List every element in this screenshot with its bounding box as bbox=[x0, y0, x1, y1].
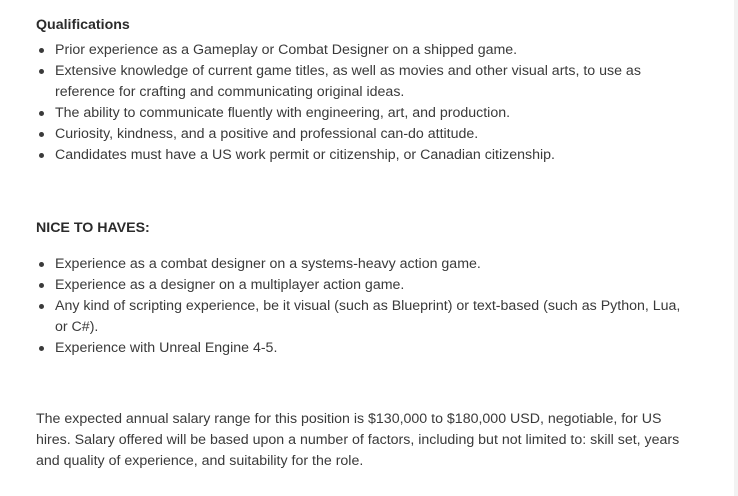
list-item-text: The ability to communicate fluently with engineering, art, and production. bbox=[55, 105, 511, 121]
list-item bbox=[36, 254, 686, 275]
list-item bbox=[36, 338, 686, 359]
qualifications-list bbox=[36, 40, 686, 166]
bullet-icon bbox=[39, 69, 44, 74]
list-item-text: Experience as a designer on a multiplayer action game. bbox=[55, 277, 405, 293]
list-item-text: Candidates must have a US work permit or citizenship, or Canadian citizenship. bbox=[55, 147, 555, 163]
list-item bbox=[36, 61, 686, 103]
list-item-text: Curiosity, kindness, and a positive and professional can-do attitude. bbox=[55, 126, 479, 142]
list-item-text: Prior experience as a Gameplay or Combat Designer on a shipped game. bbox=[55, 42, 518, 58]
list-item bbox=[36, 296, 686, 338]
bullet-icon bbox=[39, 153, 44, 158]
list-item-text: Experience as a combat designer on a systems-heavy action game. bbox=[55, 256, 481, 272]
qualifications-heading: Qualifications bbox=[36, 17, 130, 33]
nice-to-haves-heading: NICE TO HAVES: bbox=[36, 220, 150, 236]
nice-to-haves-list bbox=[36, 254, 686, 359]
bullet-icon bbox=[39, 48, 44, 53]
list-item bbox=[36, 275, 686, 296]
bullet-icon bbox=[39, 283, 44, 288]
list-item bbox=[36, 40, 686, 61]
list-item bbox=[36, 124, 686, 145]
scrollbar-track[interactable] bbox=[734, 0, 738, 496]
salary-paragraph: The expected annual salary range for this position is $130,000 to $180,000 USD, negotiable, for US hires. Salary offered will be based upon a number of factors, including but not limited to: skill set, years and quality of experience, and suitability for the role. bbox=[36, 411, 680, 469]
list-item bbox=[36, 145, 686, 166]
list-item-text: Extensive knowledge of current game titles, as well as movies and other visual arts, to use as reference for crafting and communicating original ideas. bbox=[55, 63, 641, 100]
list-item bbox=[36, 103, 686, 124]
list-item-text: Any kind of scripting experience, be it visual (such as Blueprint) or text-based (such as Python, Lua, or C#). bbox=[55, 298, 681, 335]
bullet-icon bbox=[39, 132, 44, 137]
bullet-icon bbox=[39, 304, 44, 309]
bullet-icon bbox=[39, 111, 44, 116]
bullet-icon bbox=[39, 346, 44, 351]
bullet-icon bbox=[39, 262, 44, 267]
list-item-text: Experience with Unreal Engine 4-5. bbox=[55, 340, 278, 356]
